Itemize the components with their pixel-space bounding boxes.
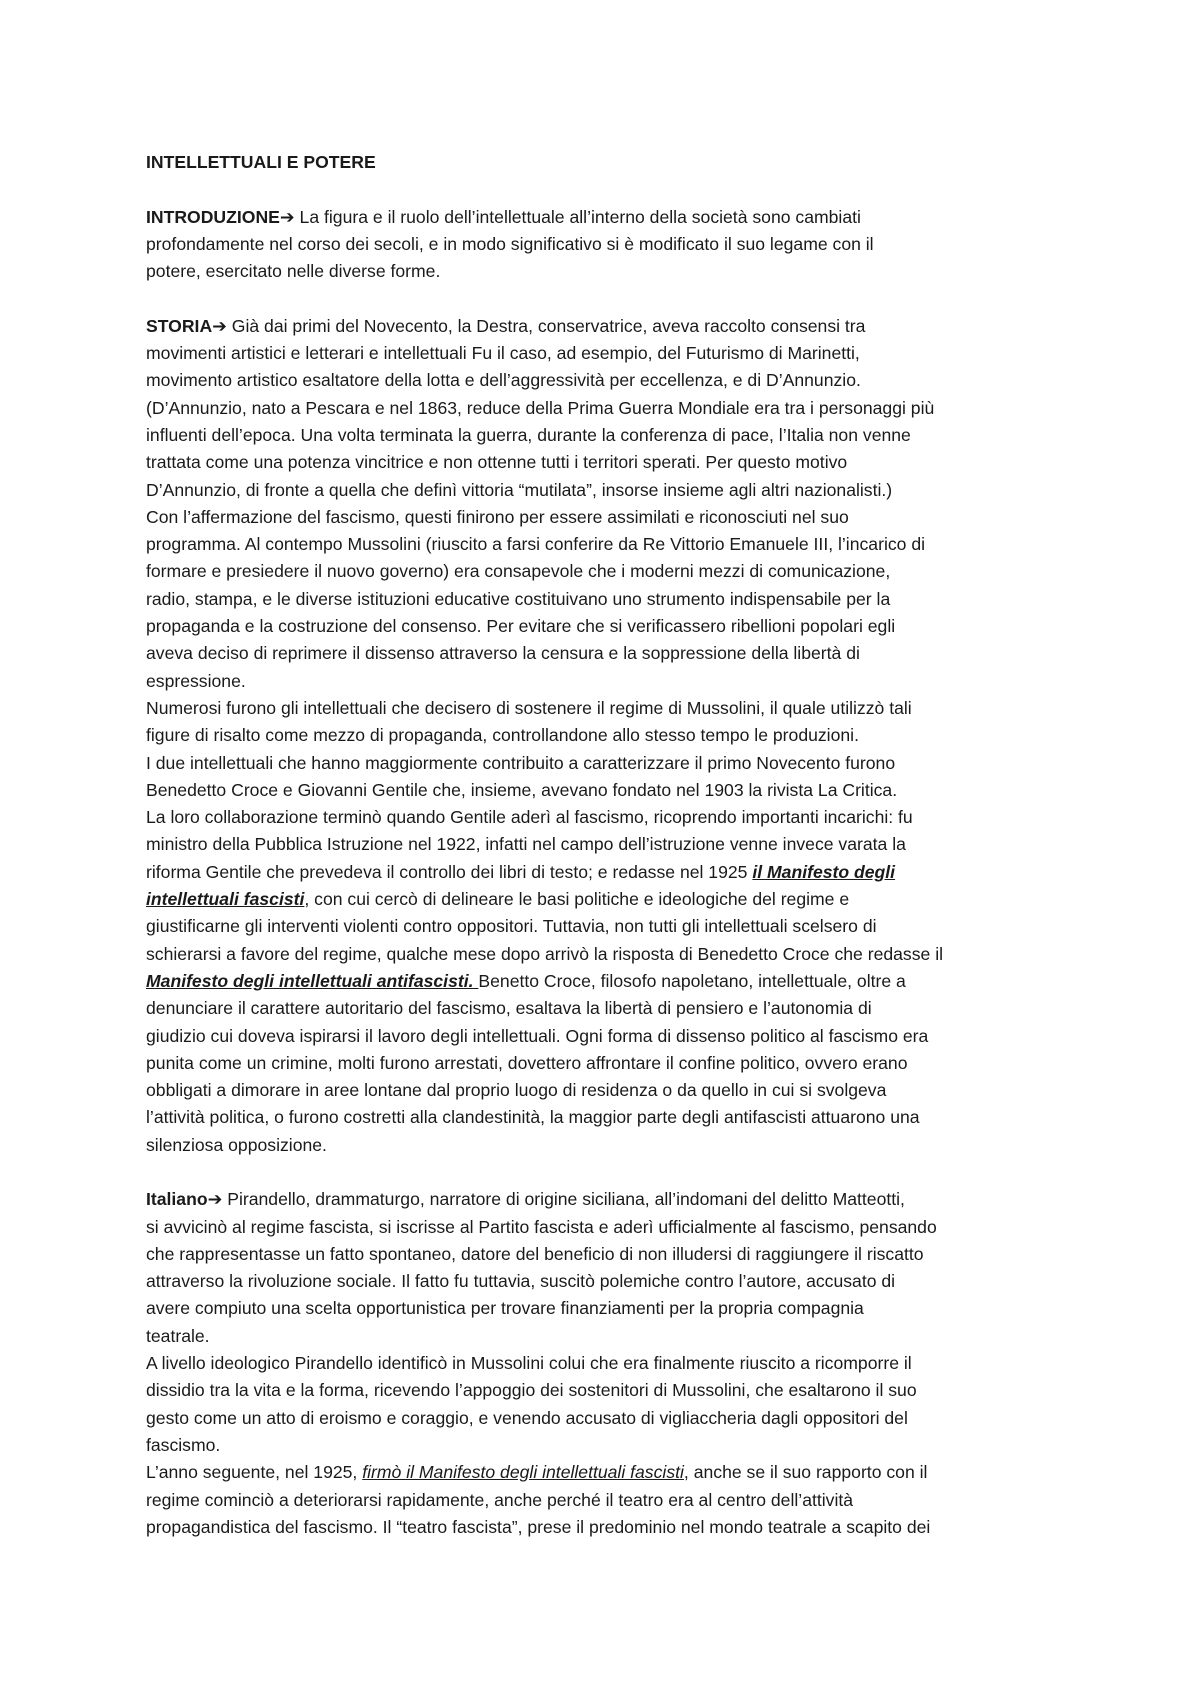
arrow-icon: ➔ — [279, 206, 295, 227]
text-line: gesto come un atto di eroismo e coraggio, e venendo accusato di vigliaccheria dagli oppositori del — [146, 1407, 908, 1428]
text-line: fascismo. — [146, 1434, 221, 1455]
text-line: silenziosa opposizione. — [146, 1134, 327, 1155]
manifesto-line-1 — [146, 859, 1072, 886]
manifesto-pre: riforma Gentile che prevedeva il controllo dei libri di testo; e redasse nel 1925 — [146, 861, 753, 882]
text-line: propaganda e la costruzione del consenso. Per evitare che si verificassero ribellioni popolari egli — [146, 616, 896, 637]
spacer — [146, 176, 1072, 203]
arrow-icon: ➔ — [212, 315, 227, 336]
text-line: I due intellettuali che hanno maggiormente contribuito a caratterizzare il primo Novecento furono — [146, 752, 896, 773]
antifascisti-line — [146, 968, 1072, 995]
text-line: schierarsi a favore del regime, qualche mese dopo arrivò la risposta di Benedetto Croce che redasse il — [146, 943, 944, 964]
text-line: obbligati a dimorare in aree lontane dal proprio luogo di residenza o da quello in cui si svolgeva — [146, 1080, 887, 1101]
manifesto-line-2 — [146, 886, 1072, 913]
text-line: figure di risalto come mezzo di propaganda, controllandone allo stesso tempo le produzioni. — [146, 725, 859, 746]
document-title: INTELLETTUALI E POTERE — [146, 152, 376, 172]
text-line: La loro collaborazione terminò quando Gentile aderì al fascismo, ricoprendo importanti incarichi: fu — [146, 807, 913, 828]
italiano-text: Pirandello, drammaturgo, narratore di origine siciliana, all’indomani del delitto Matteotti, — [222, 1189, 905, 1210]
firmo-post: , anche se il suo rapporto con il — [683, 1462, 928, 1483]
italiano-line-1 — [146, 1186, 1072, 1213]
text-line: radio, stampa, e le diverse istituzioni educative costituivano uno strumento indispensabile per la — [146, 588, 891, 609]
text-line: che rappresentasse un fatto spontaneo, datore del beneficio di non illudersi di raggiungere il riscatto — [146, 1243, 924, 1264]
text-line: denunciare il carattere autoritario del fascismo, esaltava la libertà di pensiero e l’autonomia di — [146, 998, 872, 1019]
intro-line-1 — [146, 204, 1072, 231]
text-line: movimenti artistici e letterari e intellettuali Fu il caso, ad esempio, del Futurismo di Marinetti, — [146, 343, 860, 364]
text-line: espressione. — [146, 670, 246, 691]
text-line: trattata come una potenza vincitrice e non ottenne tutti i territori sperati. Per questo motivo — [146, 452, 848, 473]
manifesto-antifascisti-link[interactable]: Manifesto degli intellettuali antifascisti. — [146, 970, 479, 991]
storia-text: Già dai primi del Novecento, la Destra, conservatrice, aveva raccolto consensi tra — [226, 315, 866, 336]
text-line: A livello ideologico Pirandello identificò in Mussolini colui che era finalmente riuscito a ricomporre il — [146, 1353, 912, 1374]
manifesto-fascisti-link-cont[interactable]: intellettuali fascisti — [146, 889, 305, 910]
firmo-manifesto-link[interactable]: firmò il Manifesto degli intellettuali fascisti — [362, 1462, 684, 1483]
text-line: punita come un crimine, molti furono arrestati, dovettero affrontare il confine politico, ovvero erano — [146, 1052, 908, 1073]
manifesto-fascisti-link[interactable]: il Manifesto degli — [752, 861, 896, 882]
storia-label: STORIA — [146, 315, 213, 336]
spacer — [146, 1159, 1072, 1186]
text-line: giustificarne gli interventi violenti contro oppositori. Tuttavia, non tutti gli intellettuali scelsero di — [146, 916, 877, 937]
text-line: Con l’affermazione del fascismo, questi finirono per essere assimilati e riconosciuti nel suo — [146, 506, 849, 527]
text-line: Numerosi furono gli intellettuali che decisero di sostenere il regime di Mussolini, il quale utilizzò tali — [146, 697, 912, 718]
text-line: dissidio tra la vita e la forma, ricevendo l’appoggio dei sostenitori di Mussolini, che esaltarono il suo — [146, 1380, 917, 1401]
storia-paragraph-b — [146, 913, 1072, 968]
text-line: influenti dell’epoca. Una volta terminata la guerra, durante la conferenza di pace, l’Italia non venne — [146, 424, 911, 445]
text-line: avere compiuto una scelta opportunistica per trovare finanziamenti per la propria compagnia — [146, 1298, 864, 1319]
intro-line: potere, esercitato nelle diverse forme. — [146, 261, 441, 282]
text-line: D’Annunzio, di fronte a quella che definì vittoria “mutilata”, insorse insieme agli altri nazionalisti.) — [146, 479, 893, 500]
text-line: si avvicinò al regime fascista, si iscrisse al Partito fascista e aderì ufficialmente al fascismo, pensando — [146, 1216, 937, 1237]
storia-line-1 — [146, 313, 1072, 340]
text-line: aveva deciso di reprimere il dissenso attraverso la censura e la soppressione della libertà di — [146, 643, 860, 664]
italiano-paragraph-b — [146, 1487, 1072, 1542]
intro-text: La figura e il ruolo dell’intellettuale all’interno della società sono cambiati — [294, 206, 861, 227]
text-line: movimento artistico esaltatore della lotta e dell’aggressività per eccellenza, e di D’Annunzio. — [146, 370, 861, 391]
storia-paragraph-a — [146, 340, 1072, 859]
text-line: attraverso la rivoluzione sociale. Il fatto fu tuttavia, suscitò polemiche contro l’autore, accusato di — [146, 1271, 896, 1292]
intro-label: INTRODUZIONE — [146, 206, 280, 227]
text-line: teatrale. — [146, 1325, 210, 1346]
text-line: ministro della Pubblica Istruzione nel 1922, infatti nel campo dell’istruzione venne invece varata la — [146, 834, 906, 855]
italiano-paragraph-a — [146, 1214, 1072, 1460]
antifascisti-post: Benetto Croce, filosofo napoletano, intellettuale, oltre a — [478, 970, 906, 991]
text-line: formare e presiedere il nuovo governo) era consapevole che i moderni mezzi di comunicazione, — [146, 561, 891, 582]
text-line: l’attività politica, o furono costretti alla clandestinità, la maggior parte degli antifascisti attuarono una — [146, 1107, 920, 1128]
intro-line: profondamente nel corso dei secoli, e in modo significativo si è modificato il suo legame con il — [146, 233, 874, 254]
storia-paragraph-c — [146, 995, 1072, 1159]
text-line: Benedetto Croce e Giovanni Gentile che, insieme, avevano fondato nel 1903 la rivista La Critica. — [146, 779, 898, 800]
text-line: (D’Annunzio, nato a Pescara e nel 1863, reduce della Prima Guerra Mondiale era tra i personaggi più — [146, 397, 935, 418]
spacer — [146, 285, 1072, 312]
arrow-icon: ➔ — [207, 1189, 223, 1210]
manifesto-post: , con cui cercò di delineare le basi politiche e ideologiche del regime e — [304, 889, 850, 910]
text-line: propagandistica del fascismo. Il “teatro fascista”, prese il predominio nel mondo teatrale a scapito dei — [146, 1516, 931, 1537]
text-line: giudizio cui doveva ispirarsi il lavoro degli intellettuali. Ogni forma di dissenso politico al fascismo era — [146, 1025, 929, 1046]
italiano-label: Italiano — [146, 1189, 208, 1210]
firmo-line — [146, 1459, 1072, 1486]
firmo-pre: L’anno seguente, nel 1925, — [146, 1462, 363, 1483]
text-line: programma. Al contempo Mussolini (riuscito a farsi conferire da Re Vittorio Emanuele III, l’incarico di — [146, 534, 926, 555]
text-line: regime cominciò a deteriorarsi rapidamente, anche perché il teatro era al centro dell’attività — [146, 1489, 854, 1510]
